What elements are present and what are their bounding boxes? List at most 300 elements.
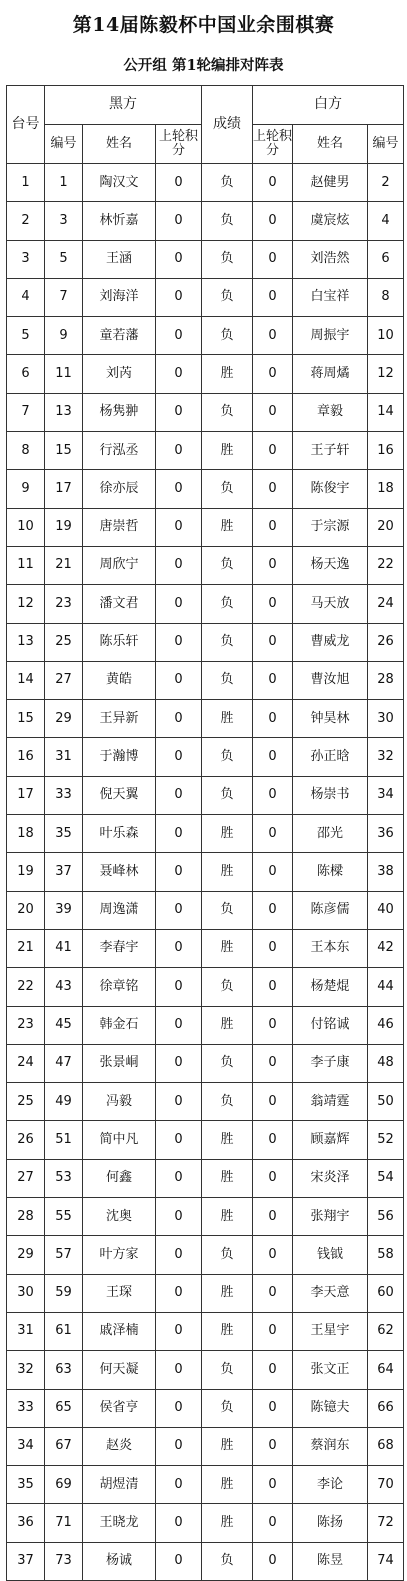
- result-cell: 胜: [202, 355, 253, 393]
- black-name-cell: 王异新: [83, 700, 156, 738]
- white-number-cell: 52: [368, 1121, 404, 1159]
- white-prev-points-cell: 0: [253, 1389, 293, 1427]
- black-name-cell: 林忻嘉: [83, 202, 156, 240]
- white-name-cell: 周振宇: [293, 317, 368, 355]
- black-name-cell: 潘文君: [83, 585, 156, 623]
- white-name-cell: 陈昱: [293, 1542, 368, 1580]
- black-number-cell: 13: [45, 393, 83, 431]
- black-number-cell: 49: [45, 1083, 83, 1121]
- white-number-cell: 42: [368, 929, 404, 967]
- black-number-cell: 1: [45, 164, 83, 202]
- table-row: [7, 1542, 404, 1580]
- black-prev-points-cell: 0: [156, 1159, 202, 1197]
- table-no-cell: 28: [7, 1198, 45, 1236]
- white-name-cell: 白宝祥: [293, 278, 368, 316]
- white-name-cell: 钟昊林: [293, 700, 368, 738]
- black-prev-points-cell: 0: [156, 891, 202, 929]
- white-prev-points-cell: 0: [253, 623, 293, 661]
- white-number-cell: 28: [368, 661, 404, 699]
- white-prev-points-cell: 0: [253, 1312, 293, 1350]
- table-row: [7, 968, 404, 1006]
- table-no-cell: 7: [7, 393, 45, 431]
- black-prev-points-cell: 0: [156, 968, 202, 1006]
- table-row: [7, 1427, 404, 1465]
- black-number-cell: 31: [45, 738, 83, 776]
- white-number-cell: 36: [368, 815, 404, 853]
- black-name-cell: 韩金石: [83, 1006, 156, 1044]
- black-prev-points-cell: 0: [156, 1044, 202, 1082]
- white-number-cell: 64: [368, 1351, 404, 1389]
- table-no-cell: 32: [7, 1351, 45, 1389]
- table-no-cell: 15: [7, 700, 45, 738]
- white-number-cell: 8: [368, 278, 404, 316]
- result-cell: 负: [202, 317, 253, 355]
- table-no-cell: 17: [7, 776, 45, 814]
- table-row: [7, 891, 404, 929]
- table-row: [7, 1504, 404, 1542]
- black-name-cell: 简中凡: [83, 1121, 156, 1159]
- table-no-cell: 4: [7, 278, 45, 316]
- black-number-cell: 5: [45, 240, 83, 278]
- black-number-cell: 59: [45, 1274, 83, 1312]
- table-row: [7, 776, 404, 814]
- result-cell: 负: [202, 278, 253, 316]
- result-cell: 负: [202, 546, 253, 584]
- white-name-cell: 付铭诚: [293, 1006, 368, 1044]
- result-cell: 负: [202, 585, 253, 623]
- table-no-cell: 29: [7, 1236, 45, 1274]
- white-number-cell: 72: [368, 1504, 404, 1542]
- black-prev-points-cell: 0: [156, 661, 202, 699]
- table-no-cell: 13: [7, 623, 45, 661]
- result-cell: 负: [202, 164, 253, 202]
- black-number-cell: 19: [45, 508, 83, 546]
- black-prev-points-cell: 0: [156, 278, 202, 316]
- black-number-cell: 45: [45, 1006, 83, 1044]
- table-row: [7, 585, 404, 623]
- black-number-cell: 41: [45, 929, 83, 967]
- black-number-cell: 25: [45, 623, 83, 661]
- white-name-cell: 王子轩: [293, 432, 368, 470]
- result-cell: 负: [202, 738, 253, 776]
- black-number-cell: 7: [45, 278, 83, 316]
- white-name-cell: 宋炎泽: [293, 1159, 368, 1197]
- result-cell: 胜: [202, 1198, 253, 1236]
- table-no-cell: 18: [7, 815, 45, 853]
- result-cell: 负: [202, 393, 253, 431]
- result-cell: 负: [202, 1389, 253, 1427]
- table-row: [7, 1312, 404, 1350]
- white-prev-points-cell: 0: [253, 815, 293, 853]
- black-name-cell: 童若藩: [83, 317, 156, 355]
- white-prev-points-cell: 0: [253, 317, 293, 355]
- white-number-cell: 48: [368, 1044, 404, 1082]
- result-cell: 负: [202, 661, 253, 699]
- black-name-cell: 杨诚: [83, 1542, 156, 1580]
- result-cell: 胜: [202, 1427, 253, 1465]
- white-prev-points-cell: 0: [253, 968, 293, 1006]
- white-prev-points-cell: 0: [253, 546, 293, 584]
- black-number-cell: 71: [45, 1504, 83, 1542]
- white-name-cell: 杨崇书: [293, 776, 368, 814]
- table-row: [7, 700, 404, 738]
- white-prev-points-cell: 0: [253, 470, 293, 508]
- table-row: [7, 1159, 404, 1197]
- table-row: [7, 929, 404, 967]
- table-row: [7, 355, 404, 393]
- result-cell: 胜: [202, 853, 253, 891]
- page-subtitle: 公开组 第1轮编排对阵表: [123, 57, 284, 74]
- table-no-cell: 21: [7, 929, 45, 967]
- white-prev-points-cell: 0: [253, 1466, 293, 1504]
- white-name-cell: 李天意: [293, 1274, 368, 1312]
- table-row: [7, 1083, 404, 1121]
- table-no-cell: 9: [7, 470, 45, 508]
- white-number-cell: 54: [368, 1159, 404, 1197]
- white-prev-points-cell: 0: [253, 1236, 293, 1274]
- white-name-cell: 虞宸炫: [293, 202, 368, 240]
- black-name-cell: 刘海洋: [83, 278, 156, 316]
- table-no-cell: 25: [7, 1083, 45, 1121]
- table-no-cell: 19: [7, 853, 45, 891]
- white-name-cell: 顾嘉辉: [293, 1121, 368, 1159]
- table-no-cell: 6: [7, 355, 45, 393]
- black-prev-points-cell: 0: [156, 1083, 202, 1121]
- black-prev-points-cell: 0: [156, 546, 202, 584]
- black-number-cell: 15: [45, 432, 83, 470]
- result-cell: 负: [202, 1236, 253, 1274]
- table-row: [7, 1389, 404, 1427]
- white-name-cell: 蒋周燏: [293, 355, 368, 393]
- black-name-cell: 陈乐轩: [83, 623, 156, 661]
- white-name-cell: 陈镱夫: [293, 1389, 368, 1427]
- black-number-cell: 35: [45, 815, 83, 853]
- table-body: [7, 164, 404, 1581]
- white-prev-points-cell: 0: [253, 1351, 293, 1389]
- result-cell: 胜: [202, 929, 253, 967]
- table-no-cell: 10: [7, 508, 45, 546]
- black-number-cell: 63: [45, 1351, 83, 1389]
- white-prev-points-cell: 0: [253, 1121, 293, 1159]
- black-number-cell: 61: [45, 1312, 83, 1350]
- black-prev-points-cell: 0: [156, 470, 202, 508]
- white-prev-points-cell: 0: [253, 355, 293, 393]
- white-prev-points-cell: 0: [253, 891, 293, 929]
- result-cell: 胜: [202, 508, 253, 546]
- table-no-cell: 5: [7, 317, 45, 355]
- result-cell: 胜: [202, 815, 253, 853]
- table-no-cell: 33: [7, 1389, 45, 1427]
- black-number-cell: 57: [45, 1236, 83, 1274]
- black-prev-points-cell: 0: [156, 585, 202, 623]
- pairings-table: [6, 85, 404, 1581]
- table-row: [7, 508, 404, 546]
- white-prev-points-cell: 0: [253, 202, 293, 240]
- table-no-cell: 3: [7, 240, 45, 278]
- white-number-cell: 20: [368, 508, 404, 546]
- table-row: [7, 202, 404, 240]
- table-row: [7, 815, 404, 853]
- table-row: [7, 432, 404, 470]
- table-row: [7, 393, 404, 431]
- result-cell: 胜: [202, 1466, 253, 1504]
- black-number-cell: 67: [45, 1427, 83, 1465]
- black-name-cell: 王涵: [83, 240, 156, 278]
- white-number-cell: 46: [368, 1006, 404, 1044]
- black-prev-points-cell: 0: [156, 815, 202, 853]
- result-cell: 胜: [202, 1274, 253, 1312]
- black-name-cell: 周欣宁: [83, 546, 156, 584]
- white-prev-points-cell: 0: [253, 1198, 293, 1236]
- black-number-cell: 53: [45, 1159, 83, 1197]
- result-cell: 负: [202, 470, 253, 508]
- black-name-cell: 杨隽翀: [83, 393, 156, 431]
- white-prev-points-cell: 0: [253, 508, 293, 546]
- black-prev-points-cell: 0: [156, 1389, 202, 1427]
- result-cell: 胜: [202, 700, 253, 738]
- result-cell: 负: [202, 1351, 253, 1389]
- header-black-name: 姓名: [83, 125, 156, 164]
- black-name-cell: 冯毅: [83, 1083, 156, 1121]
- result-cell: 胜: [202, 1121, 253, 1159]
- black-number-cell: 37: [45, 853, 83, 891]
- black-number-cell: 39: [45, 891, 83, 929]
- black-name-cell: 何天凝: [83, 1351, 156, 1389]
- white-prev-points-cell: 0: [253, 1427, 293, 1465]
- table-row: [7, 1274, 404, 1312]
- black-name-cell: 徐亦辰: [83, 470, 156, 508]
- black-prev-points-cell: 0: [156, 202, 202, 240]
- black-name-cell: 周逸潇: [83, 891, 156, 929]
- white-name-cell: 蔡润东: [293, 1427, 368, 1465]
- black-name-cell: 何鑫: [83, 1159, 156, 1197]
- header-white-number: 编号: [368, 125, 404, 164]
- result-cell: 负: [202, 891, 253, 929]
- white-prev-points-cell: 0: [253, 1044, 293, 1082]
- white-name-cell: 孙正晗: [293, 738, 368, 776]
- table-no-cell: 2: [7, 202, 45, 240]
- white-prev-points-cell: 0: [253, 738, 293, 776]
- black-prev-points-cell: 0: [156, 1312, 202, 1350]
- table-row: [7, 470, 404, 508]
- black-name-cell: 徐章铭: [83, 968, 156, 1006]
- result-cell: 胜: [202, 1006, 253, 1044]
- black-name-cell: 李春宇: [83, 929, 156, 967]
- white-number-cell: 34: [368, 776, 404, 814]
- white-prev-points-cell: 0: [253, 1006, 293, 1044]
- result-cell: 胜: [202, 1159, 253, 1197]
- white-name-cell: 李子康: [293, 1044, 368, 1082]
- black-prev-points-cell: 0: [156, 1427, 202, 1465]
- table-row: [7, 546, 404, 584]
- white-number-cell: 26: [368, 623, 404, 661]
- white-number-cell: 38: [368, 853, 404, 891]
- white-number-cell: 56: [368, 1198, 404, 1236]
- result-cell: 负: [202, 1044, 253, 1082]
- table-row: [7, 1236, 404, 1274]
- black-prev-points-cell: 0: [156, 853, 202, 891]
- table-row: [7, 661, 404, 699]
- black-prev-points-cell: 0: [156, 1121, 202, 1159]
- black-number-cell: 3: [45, 202, 83, 240]
- table-no-cell: 14: [7, 661, 45, 699]
- white-number-cell: 2: [368, 164, 404, 202]
- white-number-cell: 44: [368, 968, 404, 1006]
- white-number-cell: 62: [368, 1312, 404, 1350]
- white-number-cell: 40: [368, 891, 404, 929]
- white-prev-points-cell: 0: [253, 700, 293, 738]
- white-number-cell: 10: [368, 317, 404, 355]
- table-no-cell: 30: [7, 1274, 45, 1312]
- white-prev-points-cell: 0: [253, 1274, 293, 1312]
- black-number-cell: 33: [45, 776, 83, 814]
- black-name-cell: 戚泽楠: [83, 1312, 156, 1350]
- result-cell: 负: [202, 623, 253, 661]
- table-row: [7, 278, 404, 316]
- header-white-name: 姓名: [293, 125, 368, 164]
- white-prev-points-cell: 0: [253, 1159, 293, 1197]
- black-number-cell: 27: [45, 661, 83, 699]
- white-name-cell: 于宗源: [293, 508, 368, 546]
- black-prev-points-cell: 0: [156, 317, 202, 355]
- white-number-cell: 74: [368, 1542, 404, 1580]
- black-name-cell: 赵炎: [83, 1427, 156, 1465]
- black-number-cell: 29: [45, 700, 83, 738]
- black-prev-points-cell: 0: [156, 1466, 202, 1504]
- black-name-cell: 行泓丞: [83, 432, 156, 470]
- table-row: [7, 853, 404, 891]
- table-no-cell: 27: [7, 1159, 45, 1197]
- result-cell: 胜: [202, 432, 253, 470]
- white-name-cell: 陈扬: [293, 1504, 368, 1542]
- black-prev-points-cell: 0: [156, 240, 202, 278]
- table-no-cell: 24: [7, 1044, 45, 1082]
- white-prev-points-cell: 0: [253, 929, 293, 967]
- header-white-prev-points: 上轮积分: [253, 125, 293, 164]
- result-cell: 负: [202, 968, 253, 1006]
- black-number-cell: 47: [45, 1044, 83, 1082]
- white-number-cell: 22: [368, 546, 404, 584]
- black-number-cell: 51: [45, 1121, 83, 1159]
- header-black-prev-points: 上轮积分: [156, 125, 202, 164]
- black-prev-points-cell: 0: [156, 1274, 202, 1312]
- table-no-cell: 8: [7, 432, 45, 470]
- white-prev-points-cell: 0: [253, 240, 293, 278]
- table-row: [7, 1466, 404, 1504]
- black-prev-points-cell: 0: [156, 508, 202, 546]
- black-number-cell: 69: [45, 1466, 83, 1504]
- black-prev-points-cell: 0: [156, 355, 202, 393]
- table-row: [7, 738, 404, 776]
- black-number-cell: 55: [45, 1198, 83, 1236]
- page-title: 第14届陈毅杯中国业余围棋赛: [72, 14, 335, 36]
- white-prev-points-cell: 0: [253, 853, 293, 891]
- table-no-cell: 11: [7, 546, 45, 584]
- white-number-cell: 24: [368, 585, 404, 623]
- table-no-cell: 26: [7, 1121, 45, 1159]
- white-name-cell: 杨楚焜: [293, 968, 368, 1006]
- black-prev-points-cell: 0: [156, 1542, 202, 1580]
- black-name-cell: 叶方家: [83, 1236, 156, 1274]
- result-cell: 负: [202, 776, 253, 814]
- header-black: 黑方: [45, 86, 202, 125]
- result-cell: 胜: [202, 1312, 253, 1350]
- white-name-cell: 翁靖霆: [293, 1083, 368, 1121]
- black-number-cell: 11: [45, 355, 83, 393]
- white-prev-points-cell: 0: [253, 393, 293, 431]
- white-number-cell: 16: [368, 432, 404, 470]
- black-number-cell: 43: [45, 968, 83, 1006]
- white-prev-points-cell: 0: [253, 1083, 293, 1121]
- white-name-cell: 赵健男: [293, 164, 368, 202]
- table-no-cell: 22: [7, 968, 45, 1006]
- header-table-no: 台号: [7, 86, 45, 164]
- black-name-cell: 于瀚博: [83, 738, 156, 776]
- black-prev-points-cell: 0: [156, 393, 202, 431]
- table-row: [7, 1044, 404, 1082]
- table-no-cell: 1: [7, 164, 45, 202]
- white-name-cell: 曹威龙: [293, 623, 368, 661]
- black-number-cell: 73: [45, 1542, 83, 1580]
- result-cell: 负: [202, 202, 253, 240]
- black-number-cell: 65: [45, 1389, 83, 1427]
- black-number-cell: 23: [45, 585, 83, 623]
- black-name-cell: 沈奥: [83, 1198, 156, 1236]
- black-name-cell: 黄皓: [83, 661, 156, 699]
- table-no-cell: 23: [7, 1006, 45, 1044]
- black-name-cell: 唐崇哲: [83, 508, 156, 546]
- black-name-cell: 陶汉文: [83, 164, 156, 202]
- white-prev-points-cell: 0: [253, 585, 293, 623]
- table-no-cell: 37: [7, 1542, 45, 1580]
- black-prev-points-cell: 0: [156, 623, 202, 661]
- white-name-cell: 李论: [293, 1466, 368, 1504]
- white-number-cell: 58: [368, 1236, 404, 1274]
- white-number-cell: 4: [368, 202, 404, 240]
- white-prev-points-cell: 0: [253, 278, 293, 316]
- table-no-cell: 16: [7, 738, 45, 776]
- black-prev-points-cell: 0: [156, 1504, 202, 1542]
- black-prev-points-cell: 0: [156, 776, 202, 814]
- result-cell: 胜: [202, 1504, 253, 1542]
- table-row: [7, 1006, 404, 1044]
- white-number-cell: 30: [368, 700, 404, 738]
- white-number-cell: 32: [368, 738, 404, 776]
- white-number-cell: 60: [368, 1274, 404, 1312]
- white-name-cell: 刘浩然: [293, 240, 368, 278]
- table-no-cell: 12: [7, 585, 45, 623]
- header-black-number: 编号: [45, 125, 83, 164]
- white-number-cell: 66: [368, 1389, 404, 1427]
- black-prev-points-cell: 0: [156, 738, 202, 776]
- black-prev-points-cell: 0: [156, 700, 202, 738]
- white-prev-points-cell: 0: [253, 432, 293, 470]
- white-name-cell: 王星宇: [293, 1312, 368, 1350]
- black-name-cell: 王晓龙: [83, 1504, 156, 1542]
- black-name-cell: 张景峒: [83, 1044, 156, 1082]
- table-row: [7, 164, 404, 202]
- black-prev-points-cell: 0: [156, 432, 202, 470]
- white-number-cell: 14: [368, 393, 404, 431]
- black-prev-points-cell: 0: [156, 1198, 202, 1236]
- white-prev-points-cell: 0: [253, 164, 293, 202]
- result-cell: 负: [202, 240, 253, 278]
- black-prev-points-cell: 0: [156, 164, 202, 202]
- white-number-cell: 68: [368, 1427, 404, 1465]
- black-name-cell: 王琛: [83, 1274, 156, 1312]
- white-name-cell: 钱钺: [293, 1236, 368, 1274]
- black-number-cell: 17: [45, 470, 83, 508]
